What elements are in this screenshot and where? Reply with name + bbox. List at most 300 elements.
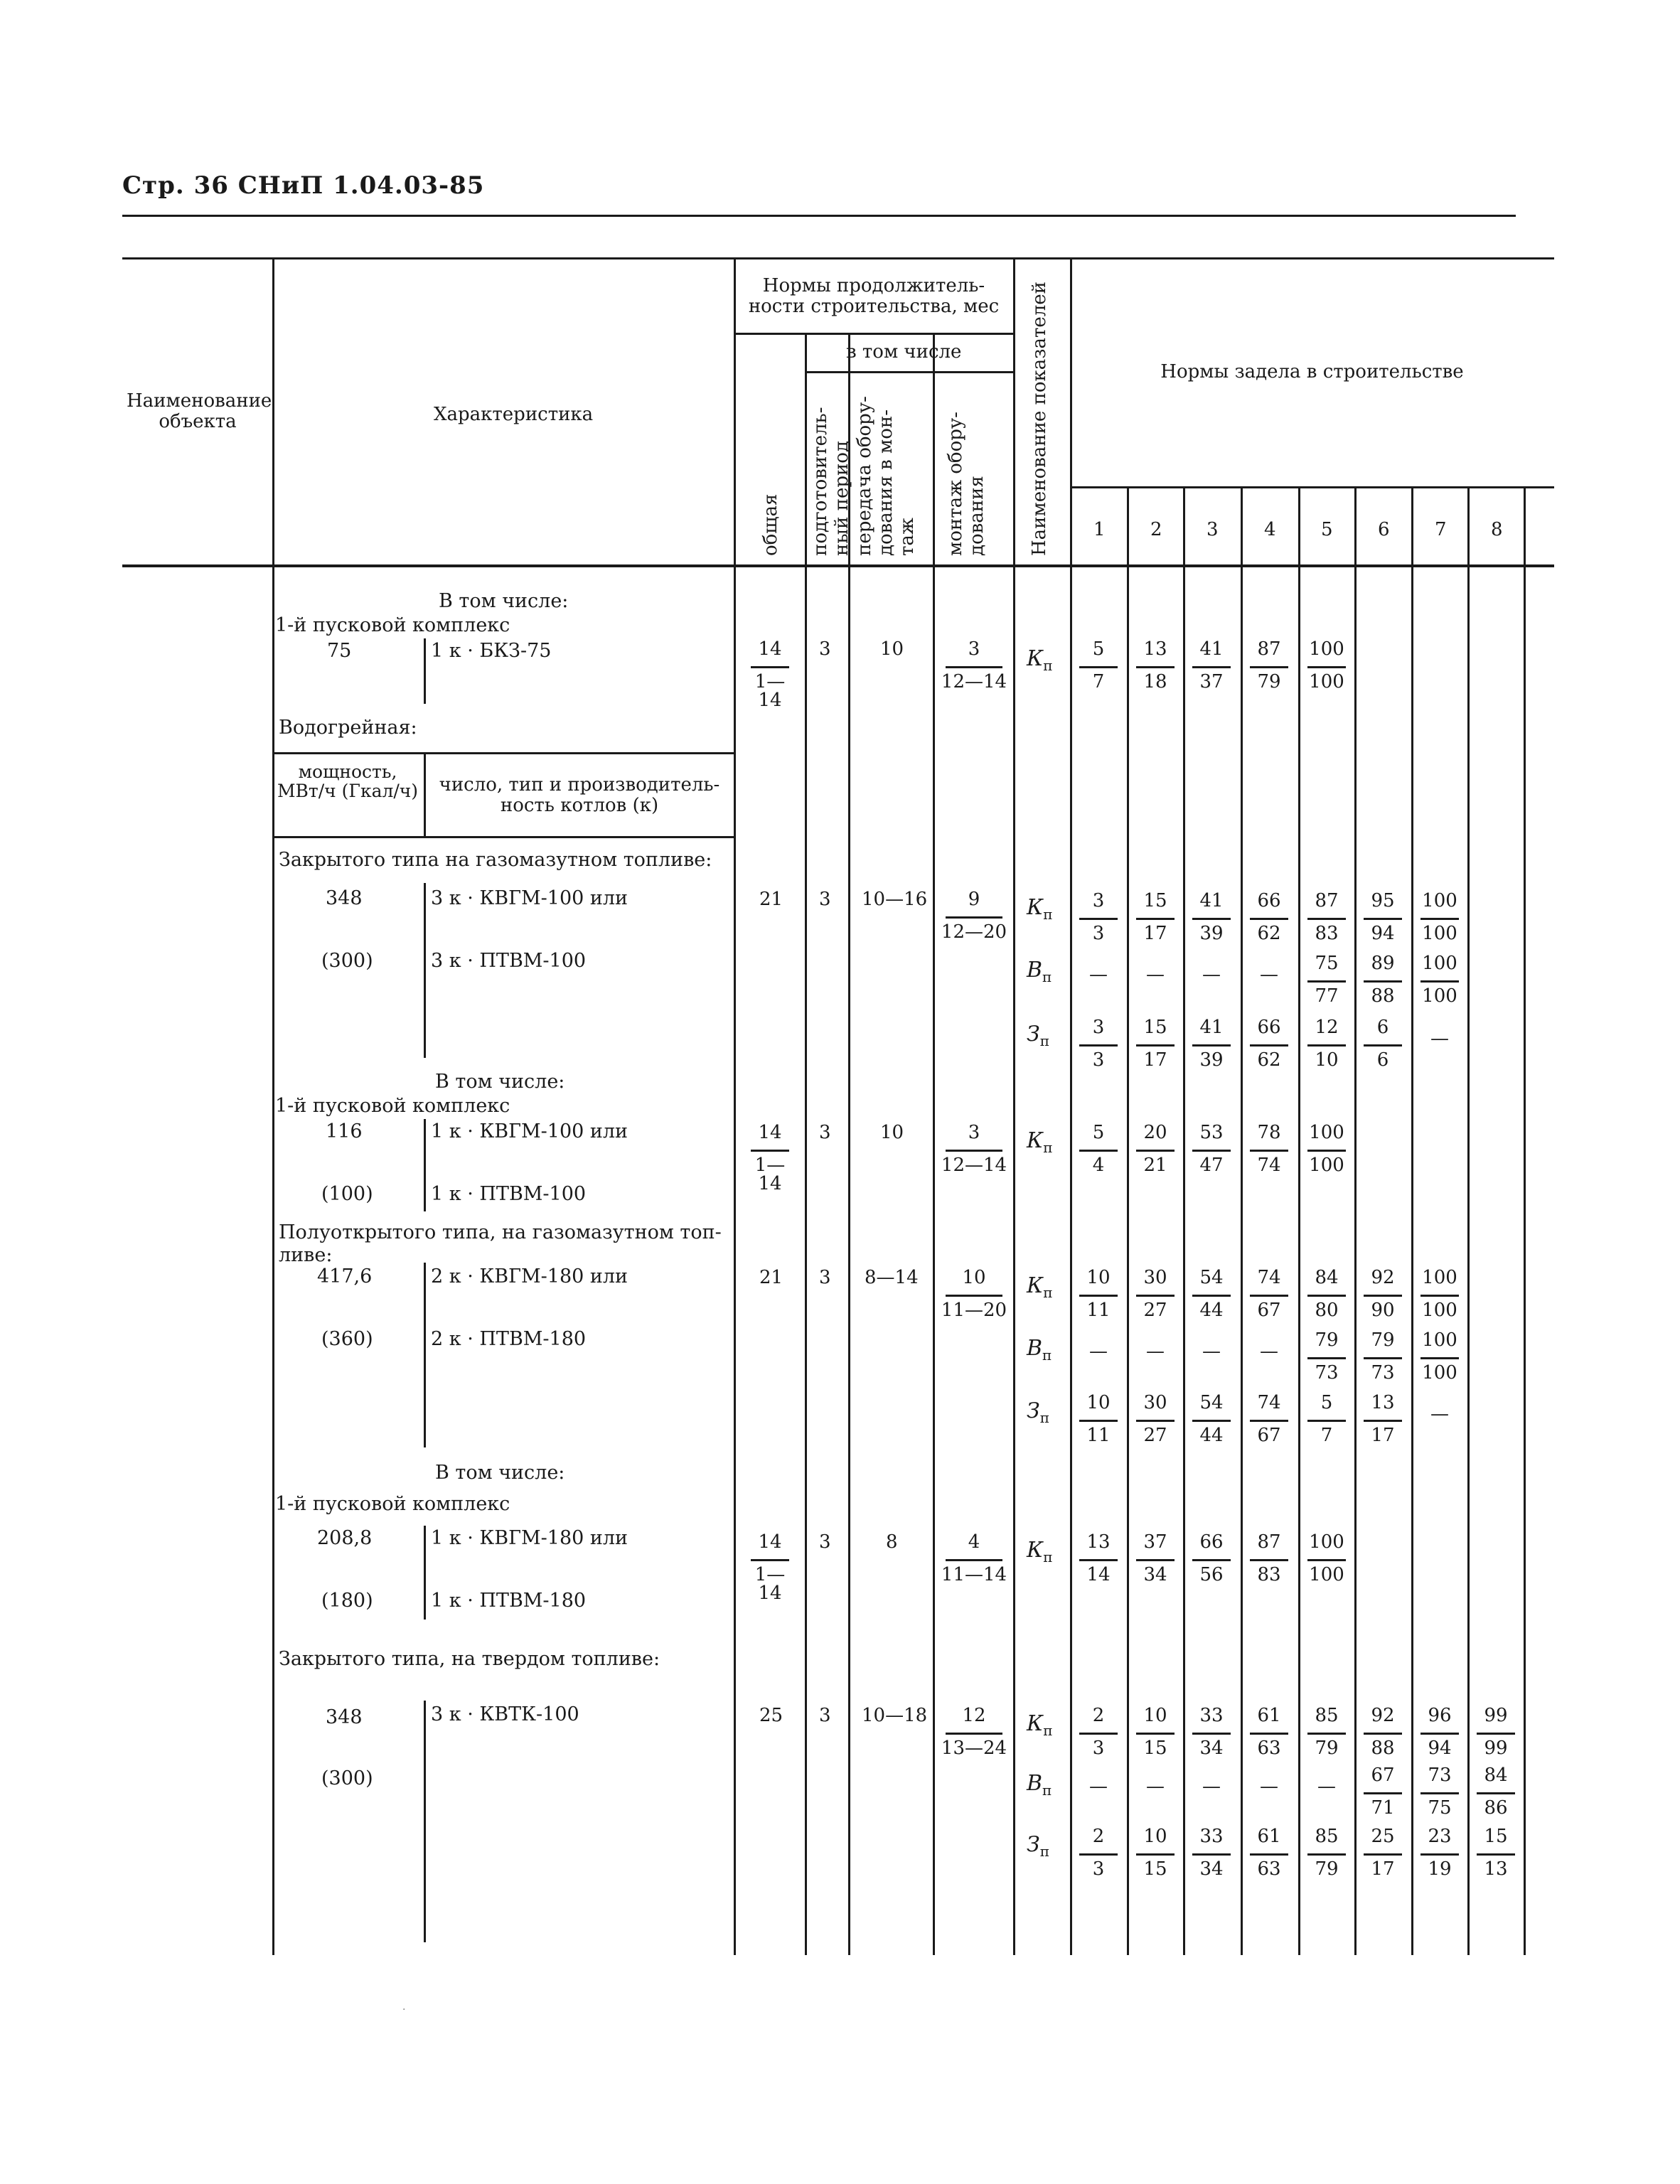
text-incl-c: В том числе: [435, 1071, 565, 1093]
backlog-denominator: 39 [1199, 923, 1224, 944]
backlog-denominator: 3 [1092, 1738, 1105, 1759]
bracket-f [424, 1701, 426, 1942]
backlog-denominator: 13 [1484, 1858, 1508, 1880]
backlog-numerator: 89 [1371, 953, 1395, 974]
text-closed-gas: Закрытого типа на газомазутном топливе: [279, 849, 712, 871]
col-num-6: 6 [1378, 519, 1390, 540]
backlog-denominator: 44 [1199, 1425, 1224, 1446]
backlog-c-k-3 [1187, 1120, 1236, 1189]
backlog-b-z-4 [1244, 1015, 1294, 1083]
text-cap-e2: (180) [321, 1590, 373, 1612]
backlog-denominator: 79 [1315, 1858, 1339, 1880]
col-line-char [272, 257, 274, 1955]
backlog-a-k-1 [1074, 637, 1123, 705]
backlog-numerator: 30 [1143, 1392, 1167, 1413]
backlog-denominator: 94 [1371, 923, 1395, 944]
text-cap-b2: (300) [321, 950, 373, 972]
backlog-numerator: 30 [1143, 1267, 1167, 1288]
backlog-d-v-6 [1358, 1328, 1408, 1396]
backlog-denominator: 6 [1376, 1049, 1389, 1071]
backlog-b-z-3 [1187, 1015, 1236, 1083]
backlog-denominator: 3 [1092, 1858, 1105, 1880]
text-equip-f1: 3 к · КВТК-100 [431, 1703, 579, 1725]
backlog-c-k-4 [1244, 1120, 1294, 1189]
total-c: 14 1—14 [745, 1120, 795, 1189]
backlog-numerator: 92 [1371, 1705, 1395, 1726]
backlog-denominator: 17 [1371, 1858, 1395, 1880]
col-num-4: 4 [1264, 519, 1276, 540]
backlog-numerator: 25 [1371, 1826, 1395, 1847]
backlog-denominator: 14 [1086, 1564, 1111, 1585]
backlog-e-k-2 [1130, 1530, 1180, 1598]
total-e: 14 1—14 [745, 1530, 795, 1598]
backlog-denominator: 73 [1315, 1362, 1339, 1383]
backlog-denominator: 3 [1092, 923, 1105, 944]
indicator-z-f: $З_п$ [1027, 1832, 1050, 1860]
text-equip-b2: 3 к · ПТВМ-100 [431, 950, 587, 972]
col-line-n3 [1183, 488, 1185, 1955]
backlog-d-k-1 [1074, 1265, 1123, 1334]
header-rule [122, 215, 1516, 217]
text-equip-a: 1 к · БКЗ-75 [431, 640, 552, 662]
indicator-k-e: $К_п$ [1027, 1538, 1053, 1565]
backlog-denominator: 37 [1199, 671, 1224, 692]
backlog-d-z-3 [1187, 1391, 1236, 1459]
col-line-n2 [1127, 488, 1129, 1955]
backlog-numerator: 61 [1257, 1826, 1281, 1847]
backlog-d-v-2: — [1146, 1341, 1165, 1362]
backlog-numerator: 41 [1199, 1017, 1224, 1038]
backlog-d-z-5 [1302, 1391, 1352, 1459]
text-cap-f2: (300) [321, 1767, 373, 1789]
backlog-numerator: 6 [1376, 1017, 1389, 1038]
backlog-b-v-1: — [1089, 964, 1108, 985]
backlog-d-v-7 [1415, 1328, 1465, 1396]
col-line-n1 [1070, 257, 1072, 1955]
text-equip-d2: 2 к · ПТВМ-180 [431, 1328, 587, 1350]
indicator-k-a: $К_п$ [1027, 646, 1053, 674]
backlog-numerator: 100 [1422, 1329, 1457, 1351]
backlog-e-k-1 [1074, 1530, 1123, 1598]
transfer-d: 8—14 [865, 1267, 919, 1288]
backlog-numerator: 23 [1428, 1826, 1452, 1847]
text-cap-a: 75 [327, 640, 352, 662]
backlog-f-k-7 [1415, 1703, 1465, 1772]
backlog-d-k-5 [1302, 1265, 1352, 1334]
backlog-denominator: 34 [1199, 1858, 1224, 1880]
backlog-f-v-2: — [1146, 1776, 1165, 1797]
backlog-denominator: 7 [1320, 1425, 1333, 1446]
backlog-f-v-4: — [1260, 1776, 1278, 1797]
mount-f: 12 13—24 [941, 1705, 1007, 1759]
backlog-b-v-2: — [1146, 964, 1165, 985]
backlog-b-k-7 [1415, 889, 1465, 957]
col-header-characteristic: Характеристика [434, 404, 594, 425]
backlog-f-v-5: — [1317, 1776, 1336, 1797]
indicator-v-b: $В_п$ [1027, 958, 1052, 985]
backlog-e-k-3 [1187, 1530, 1236, 1598]
text-cap-e1: 208,8 [317, 1527, 373, 1549]
backlog-numerator: 41 [1199, 890, 1224, 911]
backlog-d-v-5 [1302, 1328, 1352, 1396]
backlog-numerator: 13 [1371, 1392, 1395, 1413]
backlog-c-k-1 [1074, 1120, 1123, 1189]
backlog-denominator: 83 [1257, 1564, 1281, 1585]
mount-c: 3 12—14 [941, 1122, 1007, 1176]
backlog-numerator: 5 [1092, 638, 1105, 660]
backlog-f-v-1: — [1089, 1776, 1108, 1797]
backlog-b-z-6 [1358, 1015, 1408, 1083]
indicator-v-f: $В_п$ [1027, 1771, 1052, 1799]
page-title: Стр. 36 СНиП 1.04.03-85 [122, 171, 485, 200]
backlog-numerator: 87 [1257, 1531, 1281, 1553]
bracket-a [424, 638, 426, 704]
backlog-c-k-2 [1130, 1120, 1180, 1189]
backlog-numerator: 10 [1143, 1705, 1167, 1726]
backlog-numerator: 3 [1092, 1017, 1105, 1038]
backlog-f-k-6 [1358, 1703, 1408, 1772]
backlog-denominator: 19 [1428, 1858, 1452, 1880]
backlog-denominator: 17 [1371, 1425, 1395, 1446]
backlog-numerator: 15 [1143, 1017, 1167, 1038]
mount-e: 4 11—14 [941, 1531, 1007, 1585]
backlog-f-k-3 [1187, 1703, 1236, 1772]
bracket-c [424, 1119, 426, 1211]
col-header-backlog: Нормы задела в строительстве [1160, 361, 1464, 382]
indicator-k-b: $К_п$ [1027, 895, 1053, 923]
backlog-denominator: 86 [1484, 1797, 1508, 1819]
bracket-b [424, 883, 426, 1058]
backlog-denominator: 18 [1143, 671, 1167, 692]
backlog-a-k-2 [1130, 637, 1180, 705]
backlog-d-k-7 [1415, 1265, 1465, 1334]
col-line-indicator [1013, 257, 1015, 1955]
backlog-numerator: 5 [1092, 1122, 1105, 1143]
backlog-denominator: 71 [1371, 1797, 1395, 1819]
mount-a: 3 12—14 [941, 638, 1007, 692]
backlog-b-z-5 [1302, 1015, 1352, 1083]
backlog-b-z-2 [1130, 1015, 1180, 1083]
mount-b: 9 12—20 [941, 889, 1007, 943]
prep-c: 3 [819, 1122, 831, 1143]
backlog-d-v-1: — [1089, 1341, 1108, 1362]
backlog-a-k-5 [1302, 637, 1352, 705]
col-line-n8 [1467, 488, 1470, 1955]
indicator-z-b: $З_п$ [1027, 1022, 1050, 1049]
backlog-denominator: 11 [1086, 1300, 1111, 1321]
backlog-denominator: 10 [1315, 1049, 1339, 1071]
prep-f: 3 [819, 1705, 831, 1726]
backlog-numerator: 74 [1257, 1392, 1281, 1413]
backlog-b-v-7 [1415, 951, 1465, 1019]
backlog-denominator: 7 [1092, 671, 1105, 692]
text-incl-e: В том числе: [435, 1462, 565, 1484]
backlog-d-z-4 [1244, 1391, 1294, 1459]
backlog-d-v-4: — [1260, 1341, 1278, 1362]
backlog-f-k-1 [1074, 1703, 1123, 1772]
transfer-a: 10 [880, 638, 904, 660]
indicator-k-d: $К_п$ [1027, 1273, 1053, 1301]
col-line-total [734, 257, 736, 1955]
backlog-b-z-1 [1074, 1015, 1123, 1083]
col-line-transfer [848, 334, 850, 1955]
backlog-denominator: 100 [1422, 1300, 1457, 1321]
backlog-f-k-2 [1130, 1703, 1180, 1772]
backlog-numerator: 54 [1199, 1267, 1224, 1288]
backlog-denominator: 4 [1092, 1155, 1105, 1176]
backlog-f-z-4 [1244, 1824, 1294, 1893]
backlog-denominator: 88 [1371, 1738, 1395, 1759]
col-header-prep: подготовитель- ный период [810, 407, 852, 556]
backlog-numerator: 78 [1257, 1122, 1281, 1143]
backlog-f-z-6 [1358, 1824, 1408, 1893]
total-a: 14 1—14 [745, 637, 795, 705]
backlog-d-v-3: — [1202, 1341, 1221, 1362]
col-num-2: 2 [1150, 519, 1162, 540]
backlog-numerator: 54 [1199, 1392, 1224, 1413]
col-num-7: 7 [1435, 519, 1447, 540]
backlog-numerator: 100 [1309, 638, 1344, 660]
backlog-denominator: 34 [1199, 1738, 1224, 1759]
backlog-f-v-8 [1471, 1763, 1521, 1831]
backlog-denominator: 100 [1309, 1155, 1344, 1176]
backlog-b-v-6 [1358, 951, 1408, 1019]
transfer-f: 10—18 [862, 1705, 928, 1726]
text-complex-a: 1-й пусковой комплекс [275, 614, 510, 636]
backlog-numerator: 79 [1315, 1329, 1339, 1351]
text-complex-c: 1-й пусковой комплекс [275, 1095, 510, 1117]
col-line-n7 [1411, 488, 1413, 1955]
transfer-e: 8 [886, 1531, 898, 1553]
table-top-rule [122, 257, 1554, 259]
backlog-numerator: 100 [1422, 1267, 1457, 1288]
backlog-denominator: 75 [1428, 1797, 1452, 1819]
text-equip-e1: 1 к · КВГМ-180 или [431, 1527, 628, 1549]
backlog-denominator: 67 [1257, 1300, 1281, 1321]
backlog-b-k-6 [1358, 889, 1408, 957]
subtable-divider [424, 752, 426, 836]
backlog-denominator: 17 [1143, 1049, 1167, 1071]
backlog-denominator: 100 [1309, 1564, 1344, 1585]
indicator-k-c: $К_п$ [1027, 1128, 1053, 1156]
col-header-name: Наименование объекта [127, 390, 272, 432]
backlog-denominator: 27 [1143, 1425, 1167, 1446]
backlog-numerator: 13 [1086, 1531, 1111, 1553]
text-cap-f1: 348 [326, 1706, 363, 1728]
backlog-numerator: 61 [1257, 1705, 1281, 1726]
total-d: 21 [759, 1267, 783, 1288]
backlog-numerator: 85 [1315, 1826, 1339, 1847]
backlog-b-k-3 [1187, 889, 1236, 957]
prep-d: 3 [819, 1267, 831, 1288]
backlog-b-k-5 [1302, 889, 1352, 957]
col-header-total: общая [760, 493, 781, 556]
backlog-b-v-5 [1302, 951, 1352, 1019]
prep-e: 3 [819, 1531, 831, 1553]
col-num-3: 3 [1207, 519, 1219, 540]
numbers-rule [1070, 486, 1554, 488]
backlog-denominator: 100 [1422, 1362, 1457, 1383]
backlog-numerator: 85 [1315, 1705, 1339, 1726]
text-complex-e: 1-й пусковой комплекс [275, 1493, 510, 1515]
backlog-denominator: 83 [1315, 923, 1339, 944]
backlog-numerator: 84 [1315, 1267, 1339, 1288]
backlog-numerator: 95 [1371, 890, 1395, 911]
backlog-b-k-2 [1130, 889, 1180, 957]
backlog-d-k-4 [1244, 1265, 1294, 1334]
text-cap-c2: (100) [321, 1183, 373, 1205]
backlog-numerator: 79 [1371, 1329, 1395, 1351]
backlog-denominator: 79 [1315, 1738, 1339, 1759]
backlog-f-z-7 [1415, 1824, 1465, 1893]
backlog-b-k-4 [1244, 889, 1294, 957]
backlog-f-z-1 [1074, 1824, 1123, 1893]
col-header-transfer: передача обору- дования в мон- таж [854, 396, 918, 556]
text-equip-d1: 2 к · КВГМ-180 или [431, 1265, 628, 1288]
subtable-bottom [272, 836, 734, 838]
backlog-denominator: 74 [1257, 1155, 1281, 1176]
backlog-d-k-3 [1187, 1265, 1236, 1334]
backlog-numerator: 33 [1199, 1705, 1224, 1726]
backlog-a-k-3 [1187, 637, 1236, 705]
backlog-denominator: 63 [1257, 1858, 1281, 1880]
backlog-denominator: 73 [1371, 1362, 1395, 1383]
text-equip-c1: 1 к · КВГМ-100 или [431, 1120, 628, 1142]
backlog-denominator: 21 [1143, 1155, 1167, 1176]
subtable-count: число, тип и производитель-ность котлов (к) [439, 774, 720, 816]
text-cap-d2: (360) [321, 1328, 373, 1350]
backlog-e-k-5 [1302, 1530, 1352, 1598]
total-f: 25 [759, 1705, 783, 1726]
backlog-d-z-1 [1074, 1391, 1123, 1459]
duration-rule [734, 333, 1013, 335]
col-header-indicator: Наименование показателей [1029, 282, 1050, 556]
backlog-numerator: 53 [1199, 1122, 1224, 1143]
scan-speck: · [402, 2004, 406, 2016]
backlog-f-k-8 [1471, 1703, 1521, 1772]
col-num-1: 1 [1093, 519, 1106, 540]
backlog-numerator: 15 [1143, 890, 1167, 911]
backlog-numerator: 96 [1428, 1705, 1452, 1726]
backlog-numerator: 87 [1257, 638, 1281, 660]
text-water: Водогрейная: [279, 717, 417, 739]
backlog-f-z-3 [1187, 1824, 1236, 1893]
backlog-f-k-5 [1302, 1703, 1352, 1772]
backlog-numerator: 66 [1257, 890, 1281, 911]
text-cap-d1: 417,6 [317, 1265, 373, 1288]
backlog-denominator: 63 [1257, 1738, 1281, 1759]
incl-rule [805, 371, 1013, 373]
col-line-n9 [1524, 488, 1526, 1955]
backlog-denominator: 15 [1143, 1738, 1167, 1759]
indicator-z-d: $З_п$ [1027, 1398, 1050, 1426]
backlog-numerator: 12 [1315, 1017, 1339, 1038]
backlog-denominator: 27 [1143, 1300, 1167, 1321]
backlog-numerator: 100 [1309, 1531, 1344, 1553]
backlog-numerator: 66 [1199, 1531, 1224, 1553]
backlog-d-k-2 [1130, 1265, 1180, 1334]
backlog-b-z-7: — [1430, 1028, 1449, 1049]
backlog-numerator: 73 [1428, 1765, 1452, 1786]
backlog-numerator: 37 [1143, 1531, 1167, 1553]
backlog-d-k-6 [1358, 1265, 1408, 1334]
backlog-b-v-4: — [1260, 964, 1278, 985]
backlog-denominator: 47 [1199, 1155, 1224, 1176]
backlog-numerator: 3 [1092, 890, 1105, 911]
backlog-numerator: 66 [1257, 1017, 1281, 1038]
backlog-denominator: 17 [1143, 923, 1167, 944]
header-bottom-rule [122, 564, 1554, 567]
backlog-f-v-7 [1415, 1763, 1465, 1831]
backlog-numerator: 100 [1309, 1122, 1344, 1143]
text-cap-b1: 348 [326, 887, 363, 909]
backlog-b-v-3: — [1202, 964, 1221, 985]
backlog-d-z-6 [1358, 1391, 1408, 1459]
indicator-v-d: $В_п$ [1027, 1336, 1052, 1364]
total-b: 21 [759, 889, 783, 910]
text-closed-solid: Закрытого типа, на твердом топливе: [279, 1648, 660, 1670]
backlog-denominator: 94 [1428, 1738, 1452, 1759]
backlog-d-z-2 [1130, 1391, 1180, 1459]
col-num-8: 8 [1491, 519, 1503, 540]
col-line-n6 [1354, 488, 1357, 1955]
backlog-denominator: 90 [1371, 1300, 1395, 1321]
col-line-prep [805, 334, 807, 1955]
backlog-numerator: 75 [1315, 953, 1339, 974]
backlog-numerator: 10 [1086, 1392, 1111, 1413]
backlog-denominator: 44 [1199, 1300, 1224, 1321]
backlog-numerator: 5 [1320, 1392, 1333, 1413]
col-num-5: 5 [1321, 519, 1333, 540]
backlog-numerator: 99 [1484, 1705, 1508, 1726]
col-header-mount: монтаж обору- дования [945, 412, 988, 556]
text-semi-open: Полуоткрытого типа, на газомазутном топ-ливе: [279, 1221, 722, 1266]
col-line-mount [933, 334, 935, 1955]
backlog-denominator: 15 [1143, 1858, 1167, 1880]
backlog-denominator: 3 [1092, 1049, 1105, 1071]
backlog-denominator: 99 [1484, 1738, 1508, 1759]
subtable-power: мощность, МВт/ч (Гкал/ч) [277, 761, 419, 801]
backlog-f-z-8 [1471, 1824, 1521, 1893]
backlog-denominator: 79 [1257, 671, 1281, 692]
mount-d: 10 11—20 [941, 1267, 1007, 1321]
backlog-numerator: 2 [1092, 1826, 1105, 1847]
text-cap-c1: 116 [326, 1120, 363, 1142]
backlog-denominator: 100 [1422, 923, 1457, 944]
backlog-c-k-5 [1302, 1120, 1352, 1189]
backlog-denominator: 100 [1309, 671, 1344, 692]
backlog-denominator: 11 [1086, 1425, 1111, 1446]
subtable-top [272, 752, 734, 754]
backlog-numerator: 100 [1422, 890, 1457, 911]
backlog-denominator: 77 [1315, 985, 1339, 1007]
backlog-d-z-7: — [1430, 1403, 1449, 1425]
backlog-numerator: 13 [1143, 638, 1167, 660]
backlog-denominator: 67 [1257, 1425, 1281, 1446]
backlog-denominator: 100 [1422, 985, 1457, 1007]
backlog-denominator: 80 [1315, 1300, 1339, 1321]
backlog-numerator: 74 [1257, 1267, 1281, 1288]
backlog-denominator: 56 [1199, 1564, 1224, 1585]
backlog-numerator: 33 [1199, 1826, 1224, 1847]
transfer-b: 10—16 [862, 889, 928, 910]
col-line-n5 [1298, 488, 1300, 1955]
backlog-e-k-4 [1244, 1530, 1294, 1598]
backlog-denominator: 34 [1143, 1564, 1167, 1585]
backlog-b-k-1 [1074, 889, 1123, 957]
backlog-numerator: 10 [1143, 1826, 1167, 1847]
prep-a: 3 [819, 638, 831, 660]
